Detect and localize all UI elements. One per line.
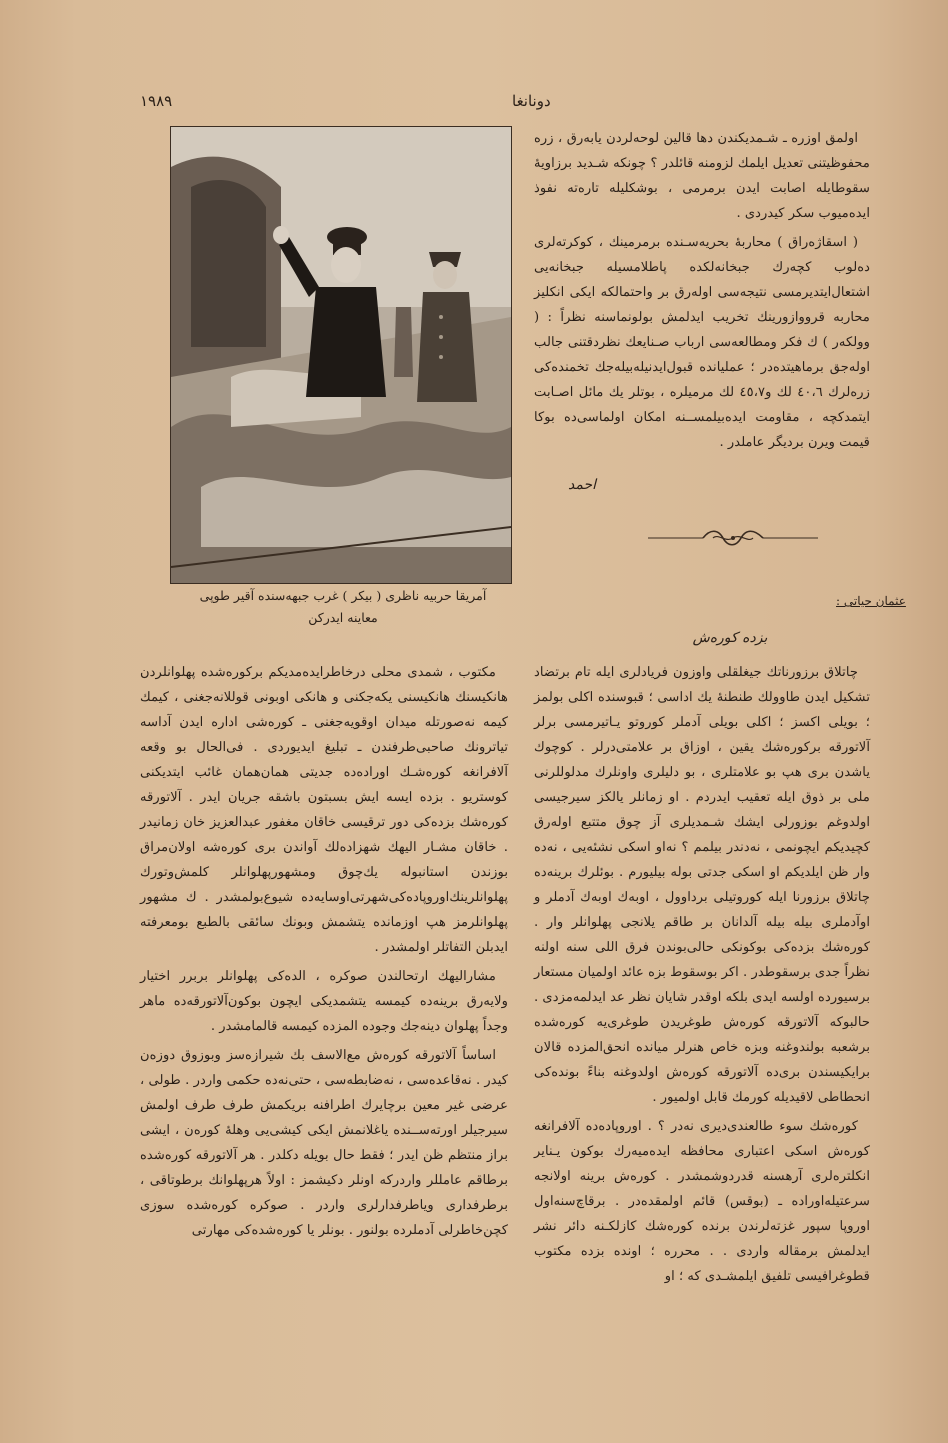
article-heading: بزده كوره‌ش — [692, 630, 768, 646]
paragraph: اولمق اوزره ـ شـمديكندن دها قالين لوحه‌لردن يابه‌رق ، زره محفوظيتنى تعديل ايلمك لزومنه قائلدر ؟ چونكه شـديد برزاويهٔ سقوطايله اصابت ايدن برمرمى ، بوشكليله تاره‌ته نفوذ ايده‌ميوب سكر كيدردى . — [534, 131, 870, 221]
paragraph: اساساً آلاتورقه كوره‌ش مع‌الاسف بك شيرازه‌سز وبوزوق دوزەن كيدر . نه‌قاعده‌سى ، نه‌ضابطه‌سى ، حتى‌نه‌ده حكمى واردر . طولى ، عرضى غير معين برچايرك اطرافنه بريكمش طرف طرف اولمش سيرجيلر اورته‌ســنده ياغلانمش ايكى كيشى‌يى وهلهٔ كوره‌ن ، ايشى براز منتظم ظن ايدر ؛ فقط حال بويله دكلدر . هر آلاتورقه كوره‌شده برطاقم عامللر واردركه اونلر دكيشمز : اولاً هرپهلوانك برطوتاقى ، برطرفدارى وياطرفدارلرى واردر . صوكره كوره‌شده سوزى كچن‌خاطرلى آدملرده بولنور . بونلر يا كوره‌شده‌كى مهارتى — [140, 1048, 508, 1238]
article-left-column — [140, 660, 508, 1247]
paragraph: مشاراليهك ارتحالندن صوكره ، الده‌كى پهلوانلر بربرر اختيار ولايه‌رق برينه‌ده كيمسه يتشمديكى ايچون بوكون‌آلاتورقه‌ده ماهر وجداً پهلوان دينه‌جك وجوده المزده كيمسه قالمامشدر . — [140, 969, 508, 1034]
photograph — [170, 126, 512, 584]
journal-title: دونانغا — [512, 92, 551, 110]
paragraph: چاتلاق برزورناتك جيغلقلى واوزون فريادلرى ايله تام برتضاد تشكيل ايدن طاوولك طنطنهٔ يك اداسى ؛ قبوسنده اكلى بولمز ؛ بويلى اكسز ؛ اكلى بويلى آدملر كوروتو يـاتيرمسى برلر آلاتورقه بركوره‌شك يقين ، اوزاق بر علامتى‌درلر . كوچوك ياشدن برى هپ بو علامتلرى ، بو دليلرى واونلرك مدلوللرنى ملى بر ذوق ايله تعقيب ايدردم . او زمانلر يالكز سيرجيسى اولدوغم بوزورلى ايشك شـمديلرى آز چوق متتبع اوله‌رق كچيديكم ايچونمى ، نه‌دندر بيلمم ؟ نه‌او اسكى نشئه‌يى ، نه‌ده وار ظن ايلديكم او اسكى جدتى بوله بيليورم . بوئلرك برينه‌ده چاتلاق برزورنا ايله كوروتيلى برداوول ، اوبەك اوبەك آدملر و اوآدملرى بيله بيله آلدانان بر طاقم يلانجى پهلوانلر وار . كوره‌شك بزده‌كى بوكونكى حالى‌بوندن فرق اللى سنه اولنه نظراً جدى برسقوطدر . اكر بوسقوط بزه عائد اولميان مستعار برسيورده اولسه ايدى بلكه اوقدر شايان نظر عد ايدلمه‌مزدى . حالبوكه آلاتورقه كوره‌ش طوغريدن طوغرى‌يه كورەشدە برشعبه بولندوغنه وبزه خاص هنرلر ميانده انحق‌المزده قالان برايكيسندن برى‌ده آلاتورقه كوره‌ش اولدوغنه بناءً بونده‌كى انحطاطى لاقيديله كورمك قابل اولميور . — [534, 665, 870, 1105]
photo-caption: آمريقا حربيه ناظرى ( بيكر ) غرب جبهه‌سنده آقير طوپى معاينه ايدركن — [199, 588, 487, 625]
paragraph: مكتوب ، شمدى محلى درخاطرايده‌مديكم بركوره‌شده پهلوانلردن هانكيسنك هانكيسنى يكه‌جكنى و هانكى اوبونى قوللانه‌جغنى ، كيمك كيمه نه‌صورتله ميدان اوقويه‌جغنى ـ كوره‌شى اداره ايدن آداسه تياترونك صاحبى‌طرفندن ـ تبليغ ايديوردى . فى‌الحال بو وقعه آلافرانغه كوره‌شـك اوراده‌ده جديتى همان‌همان غائب ايتديكنى كوستريو . بزده ايسه ايش بسبتون باشقه جريان ايدر . آلاتورقه كوره‌شك بزده‌كى دور ترقيسى خاقان مغفور عبدالعزيز خان زمانيدر . خاقان مشـار اليهك شهزاده‌لك آواندن برى كوره‌شه اولان‌مراق بوزندن استانبوله يك‌چوق ومشهورپهلوانلر كلمش‌وتورك پهلوانلرينك‌اوروپاده‌كى‌شهرتى‌اوسايه‌ده شيوع‌بولمشدر . ك مشهور پهلوانلرمز هپ اوزمانده يتشمش وبونك سائقى بالطبع بومعرفته ايدبلن التفاتلر اولمشدر . — [140, 665, 508, 955]
section-label: عثمان حياتى : — [836, 594, 906, 608]
article-top-right — [534, 126, 870, 459]
article-bottom-right — [534, 660, 870, 1293]
ornament-divider — [648, 527, 818, 549]
page-number: ١٩٨٩ — [140, 92, 173, 110]
author-signature: احمد — [568, 477, 596, 493]
paragraph: ( اسقاژه‌راق ) محاربهٔ بحريه‌سـنده برمرمينك ، كوكرته‌لرى دەلوب كچه‌رك جبخانه‌لكده پاطلامسيله جبخانه‌يى اشتعال‌ايتديرمسى نتيجه‌سى اوله‌رق بر واحتمالكه ايكى انكليز محاربه قرووازورينك تخريب ايدلمش بولونماسنه نظراً : ( وولكەر ) ك فكر ومطالعه‌سى ارباب صـنايعك نظردقتنى جالب اوله‌جق برماهيتده‌در ؛ عمليانده قبول‌ايدنيله‌بيله‌جك تخمنده‌كى زره‌لرك ٤٠،٦ لك و٤٥،٧ لك مرميلره ، بوتلر يك مائل اصـابت ايتمدكچه ، مقاومت ايده‌بيلمســنه امكان اولماسى‌ده بوكا قيمت ويرن بردیگر عاملدر . — [534, 235, 870, 450]
paragraph: كوره‌شك سوء طالعندى‌ديرى نه‌در ؟ . اوروپاده‌ده آلافرانغه كوره‌ش اسكى اعتبارى محافظه ايده‌ميه‌رك بوكون يـناير انكلتره‌لرى آرهسنه قدردوشمشدر . كوره‌ش برينه اولانجه سرعتيله‌اوراده ـ (بوقس) قائم اولمقده‌در . برقاچ‌سنه‌اول اوروپا سپور غزته‌لرندن برنده كوره‌شك كازلكـنه دائر نشر ايدلمش برمقاله واردى . . محرره ؛ اونده بزده مكتوب قطوغرافيسى تلفيق ايلمشـدى كه ؛ او — [534, 1119, 870, 1284]
